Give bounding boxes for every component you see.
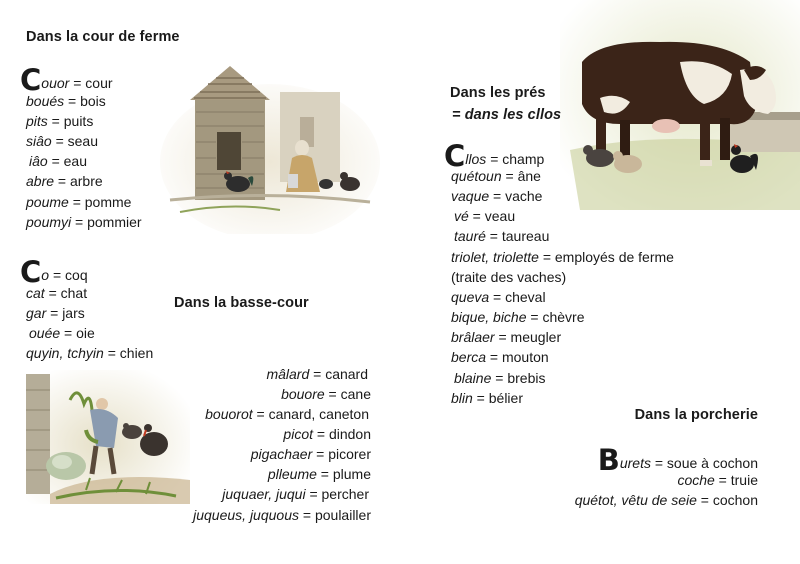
gloss: = canard	[309, 366, 368, 382]
gloss: = chien	[103, 345, 154, 361]
entry-boues	[26, 91, 106, 111]
section-title-cour: Dans la cour de ferme	[26, 29, 180, 45]
term: quétot, vêtu de seie	[574, 492, 697, 508]
term: urets	[619, 455, 651, 471]
gloss: = puits	[47, 113, 94, 129]
entry-taure	[454, 226, 549, 246]
term: tauré	[454, 228, 486, 244]
term: juquaer, juqui	[222, 486, 306, 502]
gloss: = pommier	[71, 214, 142, 230]
entry-pigachaer	[251, 444, 371, 464]
farmyard-well-illustration	[160, 62, 380, 234]
term: bouorot	[205, 406, 253, 422]
term: berca	[451, 349, 487, 365]
entry-picot	[283, 424, 371, 444]
entry-ve	[454, 206, 515, 226]
gloss: = âne	[501, 168, 541, 184]
term: ouée	[29, 325, 61, 341]
term: blaine	[454, 370, 492, 386]
term: plleume	[267, 466, 317, 482]
entry-iao	[29, 151, 87, 171]
entry-co	[20, 255, 88, 289]
gloss: = percher	[305, 486, 369, 502]
entry-ouee	[29, 323, 95, 343]
term: brâlaer	[451, 329, 495, 345]
section-subtitle-pres: = dans les cllos	[452, 107, 562, 123]
term: pits	[26, 113, 48, 129]
gloss: = pomme	[68, 194, 132, 210]
gloss: = picorer	[312, 446, 371, 462]
entry-blaine	[454, 368, 545, 388]
entry-juqueus	[193, 505, 371, 525]
entry-quetoun	[451, 166, 541, 186]
entry-berca	[451, 347, 549, 367]
gloss: = cheval	[489, 289, 546, 305]
gloss: = eau	[47, 153, 88, 169]
entry-cat	[26, 283, 87, 303]
entry-vaque	[451, 186, 542, 206]
gloss: = canard, caneton	[252, 406, 369, 422]
entry-gar	[26, 303, 85, 323]
term: bique, biche	[451, 309, 527, 325]
term: queva	[451, 289, 490, 305]
section-title-porcherie: Dans la porcherie	[634, 407, 758, 423]
gloss: = soue à cochon	[650, 455, 758, 471]
gloss: = cour	[69, 75, 113, 91]
gloss: = bélier	[472, 390, 523, 406]
note-traite: (traite des vaches)	[451, 269, 567, 285]
gloss: = plume	[316, 466, 371, 482]
entry-bouore	[281, 384, 371, 404]
section-title-pres: Dans les prés	[450, 85, 546, 101]
entry-bralaer	[451, 327, 561, 347]
gloss: = cane	[324, 386, 371, 402]
gloss: = jars	[46, 305, 85, 321]
entry-couor	[20, 63, 113, 97]
gloss: = champ	[486, 151, 545, 167]
term: mâlard	[266, 366, 310, 382]
term: triolet, triolette	[451, 249, 539, 265]
gloss: = bois	[64, 93, 106, 109]
gloss: = employés de ferme	[538, 249, 674, 265]
entry-plleume	[268, 464, 371, 484]
term: vé	[454, 208, 469, 224]
dropcap-letter: C	[444, 139, 466, 173]
term: vaque	[451, 188, 490, 204]
term: cat	[26, 285, 45, 301]
term: poume	[26, 194, 69, 210]
term: boués	[26, 93, 65, 109]
dropcap-letter: C	[20, 255, 42, 289]
term: ouor	[41, 75, 70, 91]
term: bouore	[281, 386, 325, 402]
entry-malard	[266, 364, 368, 384]
term: quétoun	[451, 168, 502, 184]
entry-poumyi	[26, 212, 142, 232]
gloss: = brebis	[491, 370, 546, 386]
gloss: = mouton	[486, 349, 549, 365]
entry-juquaer	[222, 484, 369, 504]
entry-quetot	[575, 490, 758, 510]
gloss: = veau	[468, 208, 516, 224]
cow-field-illustration	[560, 0, 800, 210]
entry-siao	[26, 131, 98, 151]
entry-bique	[451, 307, 585, 327]
gloss: = poulailler	[299, 507, 371, 523]
entry-blin	[451, 388, 523, 408]
entry-pits	[26, 111, 93, 131]
entry-coche	[677, 470, 758, 490]
gloss: = truie	[714, 472, 758, 488]
gloss: = arbre	[54, 173, 103, 189]
term: juqueus, juquous	[193, 507, 299, 523]
term: poumyi	[26, 214, 72, 230]
section-title-basse-cour: Dans la basse-cour	[174, 295, 309, 311]
gloss: = cochon	[696, 492, 758, 508]
entry-poume	[26, 192, 131, 212]
dropcap-letter: C	[20, 63, 42, 97]
gloss: = meugler	[494, 329, 562, 345]
entry-abre	[26, 171, 103, 191]
term: siâo	[26, 133, 52, 149]
gloss: = coq	[49, 267, 88, 283]
term: o	[41, 267, 50, 283]
term: blin	[451, 390, 473, 406]
entry-bouorot	[205, 404, 369, 424]
term: llos	[465, 151, 487, 167]
gloss: = taureau	[485, 228, 550, 244]
entry-queva	[451, 287, 546, 307]
gloss: = vache	[489, 188, 543, 204]
gloss: = dindon	[313, 426, 371, 442]
term: quyin, tchyin	[26, 345, 104, 361]
term: coche	[677, 472, 715, 488]
dropcap-letter: B	[597, 443, 620, 477]
gloss: = oie	[60, 325, 95, 341]
gloss: = chèvre	[526, 309, 585, 325]
term: iâo	[29, 153, 48, 169]
term: pigachaer	[250, 446, 313, 462]
term: abre	[26, 173, 55, 189]
term: gar	[26, 305, 47, 321]
gloss: = seau	[51, 133, 99, 149]
term: picot	[283, 426, 313, 442]
entry-triolet	[451, 247, 674, 267]
gloss: = chat	[44, 285, 88, 301]
gardener-poultry-illustration	[26, 370, 190, 504]
entry-quyin	[26, 343, 153, 363]
